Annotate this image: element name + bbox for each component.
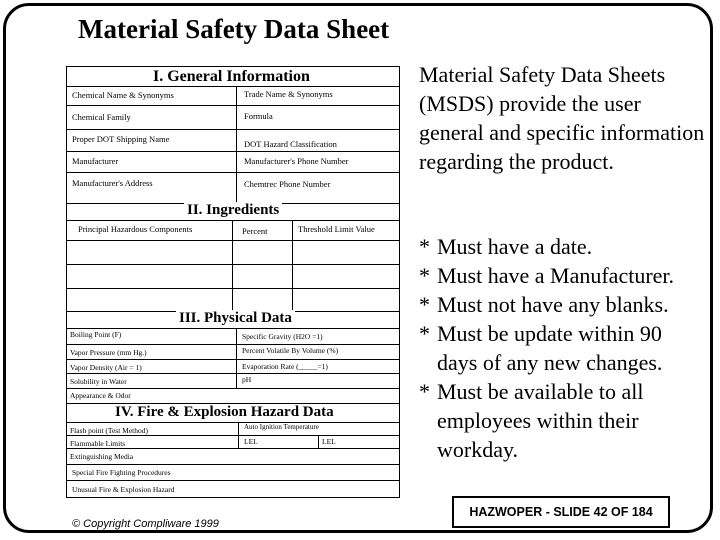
chemical-family-label: Chemical Family xyxy=(72,112,131,122)
bullet-star: * xyxy=(419,292,430,317)
slide-number-badge: HAZWOPER - SLIDE 42 OF 184 xyxy=(452,496,670,528)
dot-hazard-classification-label: DOT Hazard Classification xyxy=(244,139,337,149)
requirement-text: Must be update within 90 days of any new changes. xyxy=(437,321,663,375)
specific-gravity-label: Specific Gravity (H2O =1) xyxy=(242,332,323,341)
section-fire-explosion-heading: IV. Fire & Explosion Hazard Data xyxy=(112,404,337,421)
boiling-point-label: Boiling Point (F) xyxy=(70,330,122,339)
bullet-star: * xyxy=(419,234,430,259)
vapor-density-label: Vapor Density (Air = 1) xyxy=(70,363,142,372)
manufacturer-address-label: Manufacturer's Address xyxy=(72,178,153,188)
requirement-text: Must have a Manufacturer. xyxy=(437,263,675,288)
appearance-odor-label: Appearance & Odor xyxy=(70,391,131,400)
dot-shipping-name-label: Proper DOT Shipping Name xyxy=(72,134,170,144)
bullet-star: * xyxy=(419,321,430,346)
ph-label: pH xyxy=(242,375,252,384)
requirement-item xyxy=(419,377,697,464)
col-threshold-limit-label: Threshold Limit Value xyxy=(298,224,375,234)
requirement-text: Must be available to all employees within their workday. xyxy=(437,379,644,462)
manufacturer-label: Manufacturer xyxy=(72,156,119,166)
uel-label: LEL xyxy=(322,437,336,446)
requirement-item xyxy=(419,232,719,261)
special-fire-procedures-label: Special Fire Fighting Procedures xyxy=(72,468,171,477)
page-title: Material Safety Data Sheet xyxy=(78,14,390,44)
form-right-border xyxy=(399,66,400,498)
requirement-text: Must have a date. xyxy=(437,234,593,259)
auto-ignition-temperature-label: Auto Ignition Temperature xyxy=(244,423,319,431)
evaporation-rate-label: Evaporation Rate (_____=1) xyxy=(242,362,328,371)
form-bottom-border xyxy=(66,497,400,498)
form-top-border xyxy=(66,66,400,67)
requirement-item xyxy=(419,319,667,377)
bullet-star: * xyxy=(419,379,430,404)
section-physical-data-heading: III. Physical Data xyxy=(176,310,295,327)
form-left-border xyxy=(66,66,67,498)
flash-point-label: Flash point (Test Method) xyxy=(70,426,149,435)
unusual-hazard-label: Unusual Fire & Explosion Hazard xyxy=(72,485,175,494)
formula-label: Formula xyxy=(244,111,273,121)
solubility-label: Solubility in Water xyxy=(70,377,127,386)
percent-volatile-label: Percent Volatile By Volume (%) xyxy=(242,346,339,355)
bullet-star: * xyxy=(419,263,430,288)
intro-text: Material Safety Data Sheets (MSDS) provide the user general and specific information regarding the product. xyxy=(419,62,705,174)
requirement-item xyxy=(419,290,719,319)
flammable-limits-label: Flammable Limits xyxy=(70,439,126,448)
trade-name-label: Trade Name & Synonyms xyxy=(244,89,333,99)
section-ingredients-heading: II. Ingredients xyxy=(184,202,282,219)
requirement-item xyxy=(419,261,719,290)
chemtrec-phone-label: Chemtrec Phone Number xyxy=(244,179,331,189)
section-general-information-heading: I. General Information xyxy=(150,68,313,86)
msds-form xyxy=(66,66,400,498)
manufacturer-phone-label: Manufacturer's Phone Number xyxy=(244,156,349,166)
chemical-name-label: Chemical Name & Synonyms xyxy=(72,90,174,100)
vapor-pressure-label: Vapor Pressure (mm Hg.) xyxy=(70,348,147,357)
col-percent-label: Percent xyxy=(242,226,268,236)
copyright-notice: © Copyright Compliware 1999 xyxy=(72,518,219,530)
extinguishing-media-label: Extinguishing Media xyxy=(70,452,134,461)
requirement-text: Must not have any blanks. xyxy=(437,292,669,317)
requirements-list xyxy=(419,232,719,464)
lel-label: LEL xyxy=(244,437,258,446)
col-hazardous-components-label: Principal Hazardous Components xyxy=(78,224,193,234)
